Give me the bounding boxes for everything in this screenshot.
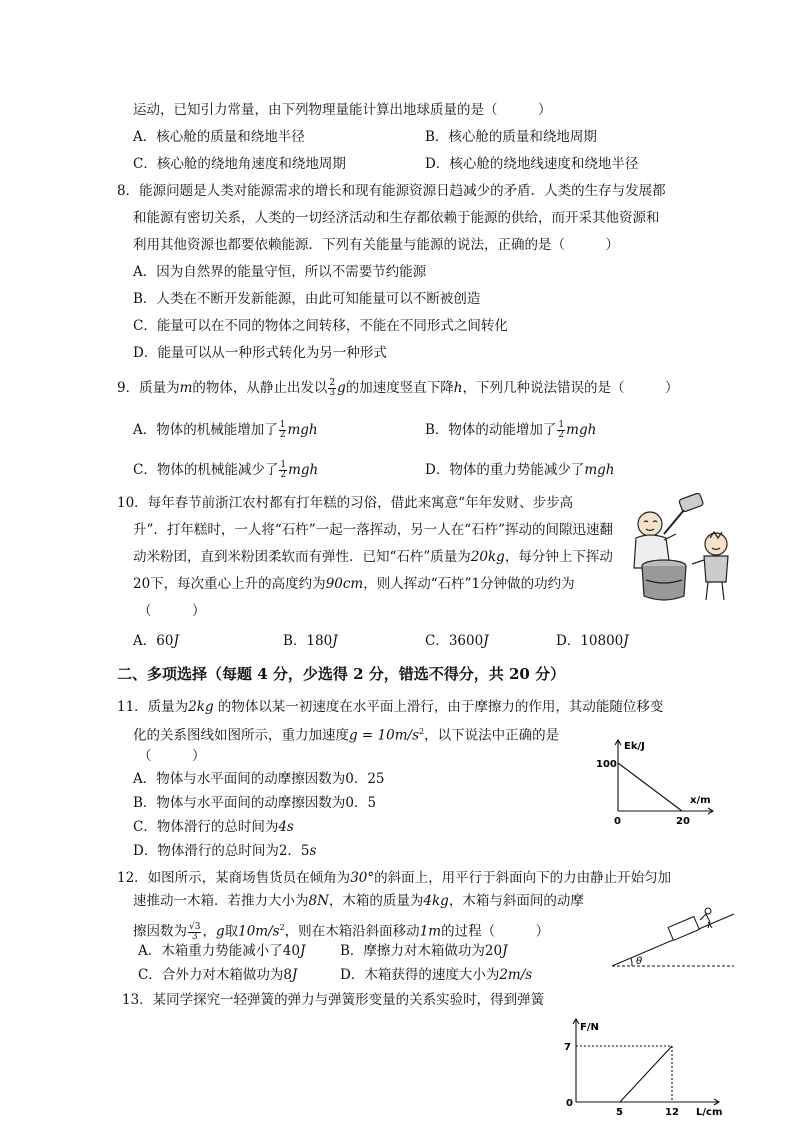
q12-stem-1: 12．如图所示，某商场售货员在倾角为30°的斜面上，用平行于斜面向下的力由静止开始匀加 — [117, 870, 672, 886]
q10-option-b: B．180J — [283, 633, 338, 649]
angle-arc — [631, 958, 632, 966]
q7-option-c: C．核心舱的绕地角速度和绕地周期 — [133, 156, 346, 172]
q10-option-c: C．3600J — [425, 633, 489, 649]
x-axis-label: x/m — [690, 795, 711, 806]
origin-label: 0 — [614, 816, 621, 827]
q7-option-b: B．核心舱的质量和绕地周期 — [425, 129, 597, 145]
q10-stem-1: 10．每年春节前浙江农村都有打年糕的习俗，借此来寓意“年年发财、步步高 — [117, 495, 574, 511]
spring-force-length-graph — [556, 1016, 732, 1120]
q12-stem-2: 速推动一木箱．若推力大小为8N，木箱的质量为4kg，木箱与斜面间的动摩 — [133, 893, 584, 909]
origin-label: 0 — [566, 1098, 573, 1109]
q8-stem-1: 8．能源问题是人类对能源需求的增长和现有能源资源日趋减少的矛盾．人类的生存与发展都 — [117, 183, 666, 199]
y-tick-label: 7 — [564, 1042, 571, 1053]
q12-stem-3: 擦因数为 $\frac{√3}{3}$ ，g取$10m/s^2$，则在木箱沿斜面移动1m的过程（ ） — [133, 921, 550, 942]
kinetic-energy-displacement-graph — [596, 735, 720, 827]
q11-stem-2: 化的关系图线如图所示，重力加速度$g = 10m/s^2$，以下说法中正确的是 — [133, 727, 560, 744]
rice-cake-pounding-illustration — [624, 488, 740, 606]
q11-option-b: B．物体与水平面间的动摩擦因数为0．5 — [133, 795, 377, 811]
x-axis-label: L/cm — [696, 1107, 723, 1118]
q11-option-a: A．物体与水平面间的动摩擦因数为0．25 — [133, 771, 385, 787]
q10-answer-bracket: （ ） — [138, 603, 206, 619]
force-line — [620, 1046, 672, 1102]
q7-stem: 运动，已知引力常量，由下列物理量能计算出地球质量的是（ ） — [133, 102, 552, 118]
q10-option-a: A．60J — [133, 633, 179, 649]
ek-line — [618, 763, 682, 811]
q8-stem-2: 和能源有密切关系，人类的一切经济活动和生存都依赖于能源的供给，而开采其他资源和 — [133, 210, 660, 226]
y-tick-label: 100 — [596, 759, 617, 770]
incline-box-figure — [608, 898, 738, 974]
q8-option-a: A．因为自然界的能量守恒，所以不需要节约能源 — [133, 264, 427, 280]
q12-option-c: C．合外力对木箱做功为8J — [138, 967, 298, 983]
q8-option-b: B．人类在不断开发新能源，由此可知能量可以不断被创造 — [133, 291, 481, 307]
q10-stem-4: 20下，每次重心上升的高度约为90cm，则人挥动“石杵”1分钟做的功约为 — [133, 576, 575, 592]
q8-stem-3: 利用其他资源也都要依赖能源．下列有关能量与能源的说法，正确的是（ ） — [133, 237, 619, 253]
q9-option-c: C．物体的机械能减少了 $\frac{1}{2}$ mgh — [133, 460, 319, 480]
q9-option-d: D．物体的重力势能减少了mgh — [425, 462, 615, 478]
q11-option-d: D．物体滑行的总时间为2．5s — [133, 843, 317, 859]
x-tick-12: 12 — [665, 1107, 679, 1118]
y-axis-label: F/N — [580, 1022, 599, 1033]
y-axis-label: Ek/J — [624, 741, 645, 752]
q10-stem-2: 升”．打年糕时，一人将“石杵”一起一落挥动，另一人在“石杵”挥动的间隙迅速翻 — [133, 522, 614, 538]
q11-stem-1: 11．质量为2kg 的物体以某一初速度在水平面上滑行，由于摩擦力的作用，其动能随位移变 — [117, 699, 664, 715]
q7-option-a: A．核心舱的质量和绕地半径 — [133, 129, 305, 145]
q8-option-d: D．能量可以从一种形式转化为另一种形式 — [133, 345, 387, 361]
q12-option-a: A．木箱重力势能减小了40J — [138, 943, 306, 959]
x-tick-label: 20 — [676, 816, 690, 827]
q11-option-c: C．物体滑行的总时间为4s — [133, 819, 294, 835]
q10-option-d: D．10800J — [556, 633, 629, 649]
q13-stem-1: 13．某同学探究一轻弹簧的弹力与弹簧形变量的关系实验时，得到弹簧 — [122, 992, 545, 1008]
section-title-multiple-choice: 二、多项选择（每题 4 分，少选得 2 分，错选不得分，共 20 分） — [117, 665, 566, 683]
angle-label: θ — [636, 956, 643, 967]
q9-stem: 9．质量为m的物体，从静止出发以 $\frac{2}{3}$ g的加速度竖直下降h，下列几种说法错误的是（ ） — [117, 378, 679, 398]
q12-option-b: B．摩擦力对木箱做功为20J — [340, 943, 508, 959]
q7-option-d: D．核心舱的绕地线速度和绕地半径 — [425, 156, 639, 172]
q8-option-c: C．能量可以在不同的物体之间转移，不能在不同形式之间转化 — [133, 318, 508, 334]
q10-stem-3: 动米粉团，直到米粉团柔软而有弹性．已知“石杵”质量为20kg，每分钟上下挥动 — [133, 549, 613, 565]
q11-answer-bracket: （ ） — [138, 748, 206, 764]
x-tick-5: 5 — [616, 1107, 623, 1118]
wooden-box — [668, 917, 699, 941]
person-head — [705, 908, 711, 914]
q9-option-b: B．物体的动能增加了 $\frac{1}{2}$ mgh — [425, 420, 597, 440]
q12-option-d: D．木箱获得的速度大小为2m/s — [340, 967, 533, 983]
fraction-two-thirds: $\frac{2}{3}$ — [329, 378, 336, 398]
q9-option-a: A．物体的机械能增加了 $\frac{1}{2}$ mgh — [133, 420, 318, 440]
